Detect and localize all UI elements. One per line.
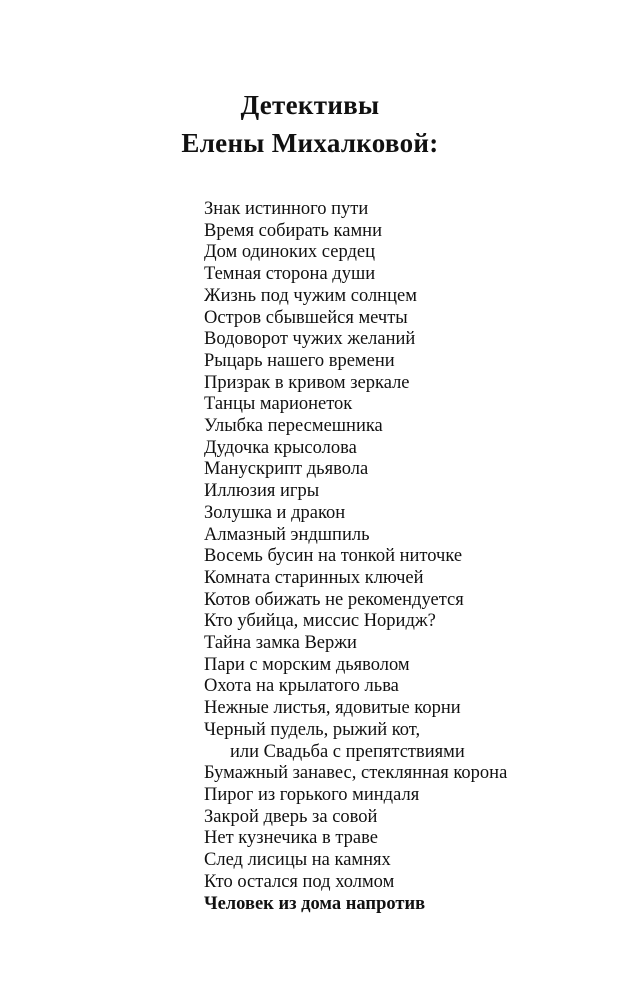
book-title-list	[204, 199, 507, 915]
list-item: Пари с морским дьяволом	[204, 654, 410, 675]
list-item: Нежные листья, ядовитые корни	[204, 698, 461, 719]
list-item: Остров сбывшейся мечты	[204, 307, 408, 328]
list-item: Кто убийца, миссис Норидж?	[204, 611, 436, 632]
list-item: Тайна замка Вержи	[204, 633, 357, 654]
list-item: Охота на крылатого льва	[204, 676, 399, 697]
list-item: Улыбка пересмешника	[204, 416, 383, 437]
list-item: Кто остался под холмом	[204, 871, 395, 892]
list-item: Пирог из горького миндаля	[204, 784, 420, 805]
list-item: Дудочка крысолова	[204, 437, 357, 458]
page-heading	[0, 86, 620, 162]
heading-line-1: Детективы	[240, 90, 380, 120]
list-item: Черный пудель, рыжий кот,	[204, 719, 421, 740]
list-item: Время собирать камни	[204, 220, 382, 241]
list-item: Золушка и дракон	[204, 502, 346, 523]
list-item: Манускрипт дьявола	[204, 459, 369, 480]
list-item-continuation: или Свадьба с препятствиями	[230, 741, 465, 762]
list-item: Иллюзия игры	[204, 481, 320, 502]
list-item: Закрой дверь за совой	[204, 806, 378, 827]
list-item: Темная сторона души	[204, 264, 376, 285]
list-item: Бумажный занавес, стеклянная корона	[204, 763, 508, 784]
list-item: Дом одиноких сердец	[204, 242, 375, 263]
list-item-current-book: Человек из дома напротив	[204, 893, 426, 914]
list-item: Танцы марионеток	[204, 394, 353, 415]
heading-line-2: Елены Михалковой:	[181, 128, 439, 158]
list-item: След лисицы на камнях	[204, 850, 391, 871]
list-item: Котов обижать не рекомендуется	[204, 589, 464, 610]
list-item: Восемь бусин на тонкой ниточке	[204, 546, 463, 567]
list-item: Рыцарь нашего времени	[204, 350, 395, 371]
list-item: Комната старинных ключей	[204, 567, 424, 588]
list-item: Призрак в кривом зеркале	[204, 372, 410, 393]
list-item: Алмазный эндшпиль	[204, 524, 370, 545]
list-item: Жизнь под чужим солнцем	[204, 285, 417, 306]
list-item: Водоворот чужих желаний	[204, 329, 416, 350]
list-item: Знак истинного пути	[204, 199, 369, 219]
list-item: Нет кузнечика в траве	[204, 828, 378, 849]
